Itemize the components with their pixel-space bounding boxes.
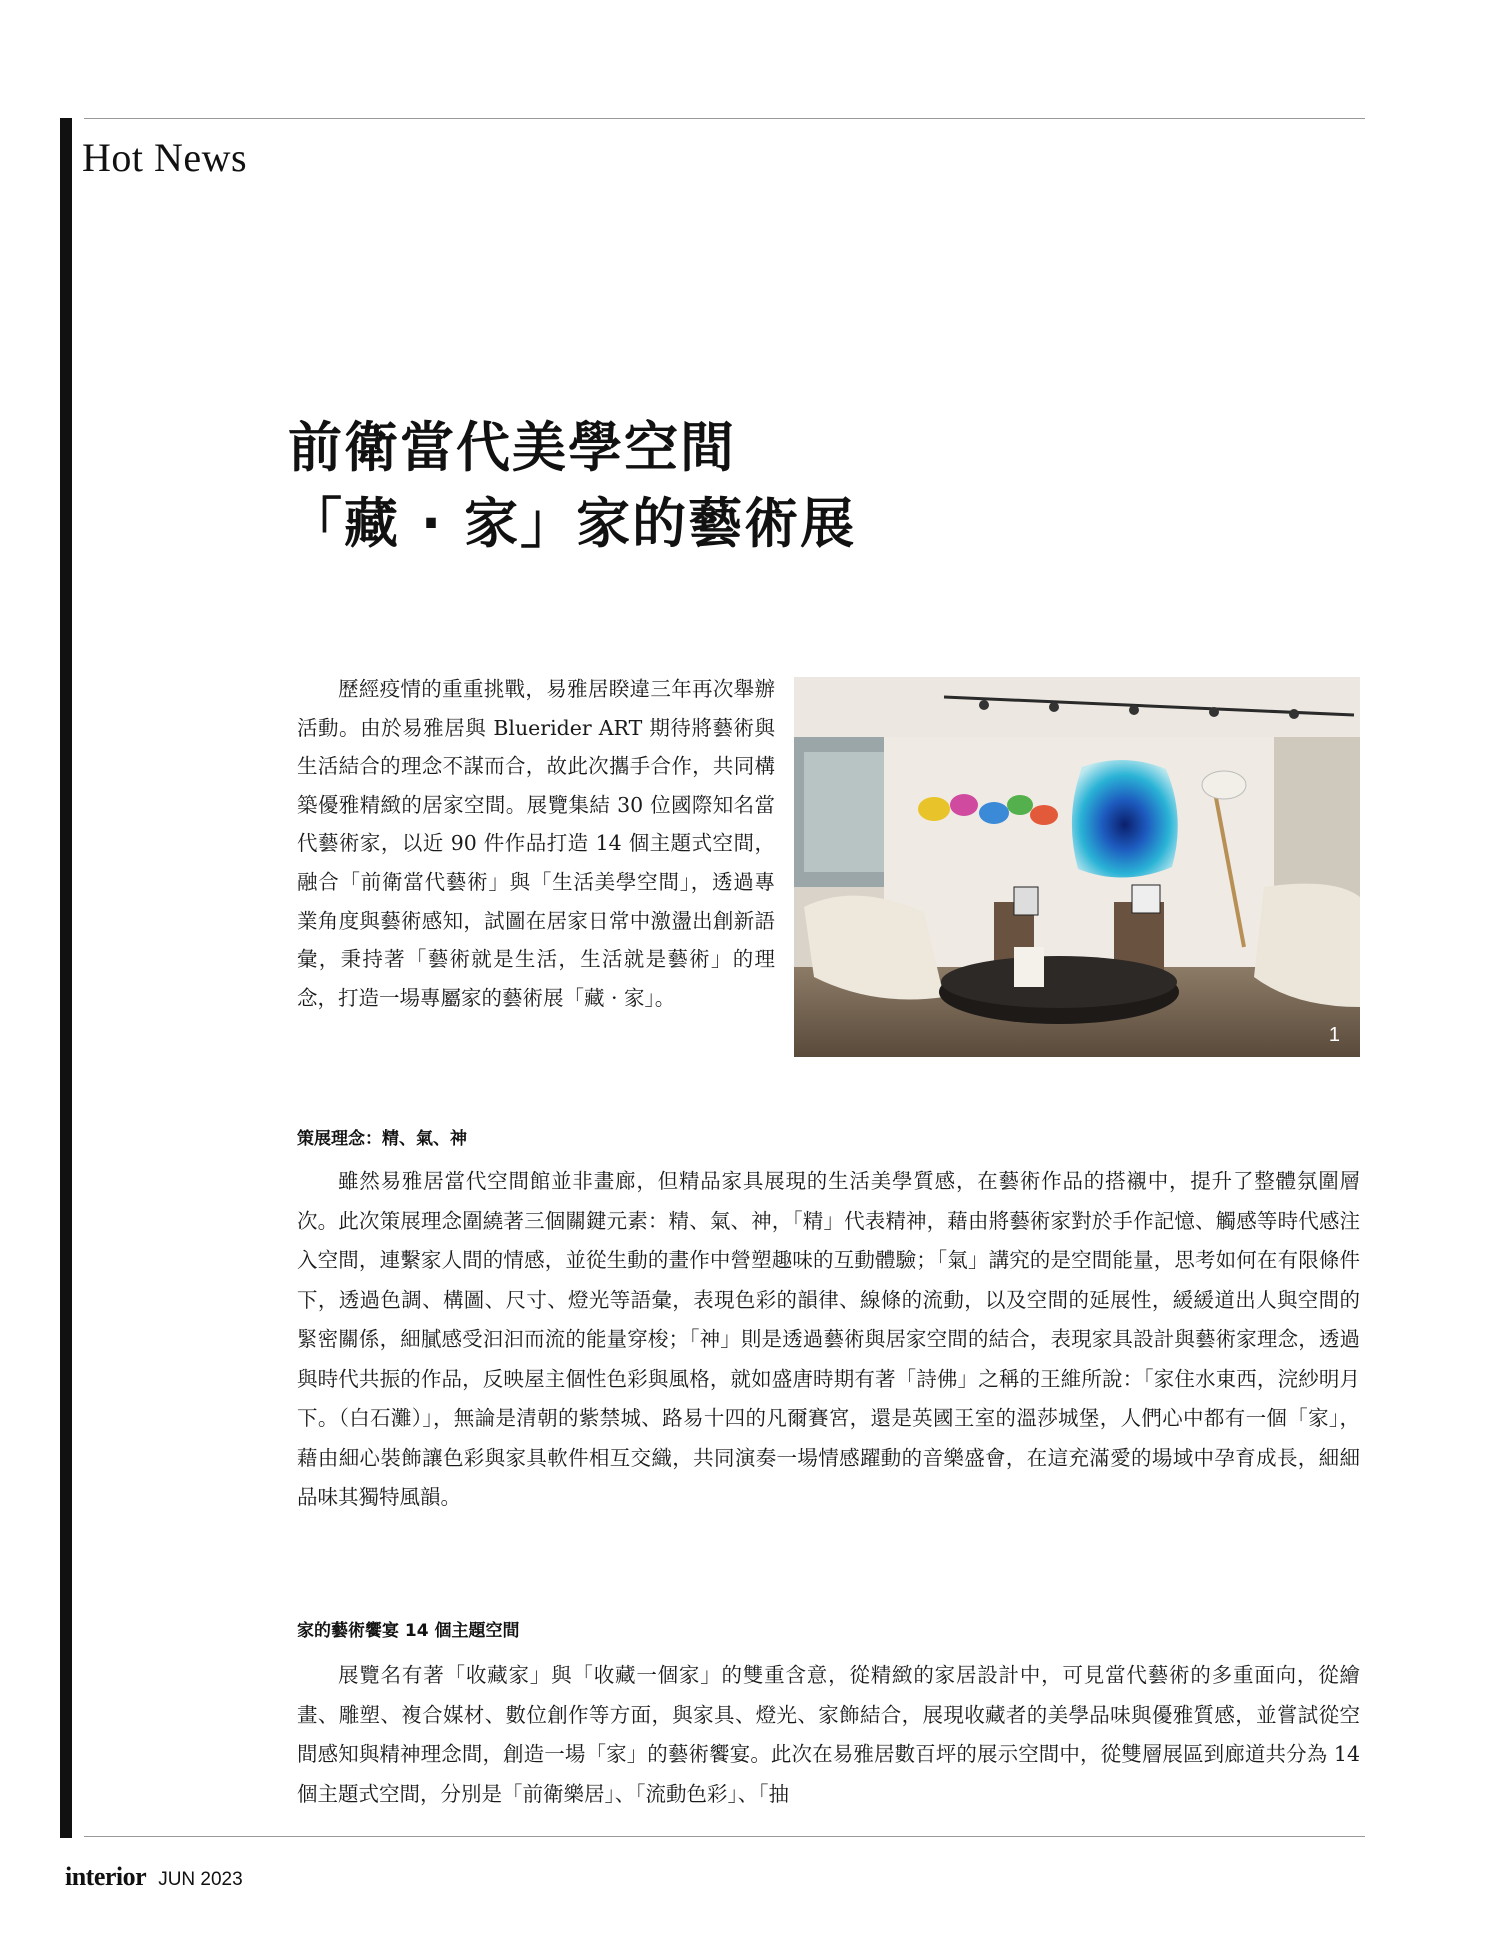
issue-date: JUN 2023 — [158, 1869, 243, 1890]
bottom-rule — [84, 1836, 1365, 1837]
intro-paragraph: 歷經疫情的重重挑戰，易雅居睽違三年再次舉辦活動。由於易雅居與 Bluerider ART 期待將藝術與生活結合的理念不謀而合，故此次攜手合作，共同構築優雅精緻的居家空間。展覽集結 30 位國際知名當代藝術家，以近 90 件作品打造 14 個主題式空間，融合「前衛當代藝術」與「生活美學空間」，透過專業角度與藝術感知，試圖在居家日常中激盪出創新語彙，秉持著「藝術就是生活，生活就是藝術」的理念，打造一場專屬家的藝術展「藏 · 家」。 — [297, 677, 775, 1010]
section-label: Hot News — [82, 135, 248, 180]
top-rule — [84, 118, 1365, 119]
section-body-curatorial: 雖然易雅居當代空間館並非畫廊，但精品家具展現的生活美學質感，在藝術作品的搭襯中，提升了整體氛圍層次。此次策展理念圍繞著三個關鍵元素：精、氣、神，「精」代表精神，藉由將藝術家對於手作記憶、觸感等時代感注入空間，連繫家人間的情感，並從生動的畫作中營塑趣味的互動體驗；「氣」講究的是空間能量，思考如何在有限條件下，透過色調、構圖、尺寸、燈光等語彙，表現色彩的韻律、線條的流動，以及空間的延展性，緩緩道出人與空間的緊密關係，細膩感受汩汩而流的能量穿梭；「神」則是透過藝術與居家空間的結合，表現家具設計與藝術家理念，透過與時代共振的作品，反映屋主個性色彩與風格，就如盛唐時期有著「詩佛」之稱的王維所說：「家住水東西，浣紗明月下。（白石灘）」，無論是清朝的紫禁城、路易十四的凡爾賽宮，還是英國王室的溫莎城堡，人們心中都有一個「家」，藉由細心裝飾讓色彩與家具軟件相互交織，共同演奏一場情感躍動的音樂盛會，在這充滿愛的場域中孕育成長，細細品味其獨特風韻。 — [297, 1169, 1360, 1509]
section-body-themes: 展覽名有著「收藏家」與「收藏一個家」的雙重含意，從精緻的家居設計中，可見當代藝術的多重面向，從繪畫、雕塑、複合媒材、數位創作等方面，與家具、燈光、家飾結合，展現收藏者的美學品味與優雅質感，並嘗試從空間感知與精神理念間，創造一場「家」的藝術饗宴。此次在易雅居數百坪的展示空間中，從雙層展區到廊道共分為 14 個主題式空間，分別是「前衛樂居」、「流動色彩」、「抽 — [297, 1663, 1360, 1806]
title-line-1: 前衛當代美學空間 — [288, 416, 736, 479]
section-heading-themes: 家的藝術饗宴 14 個主題空間 — [297, 1621, 520, 1641]
article-title — [288, 410, 856, 562]
photo-number: 1 — [1328, 1024, 1340, 1046]
showroom-photo — [794, 677, 1360, 1057]
title-line-2: 「藏 · 家」家的藝術展 — [288, 492, 857, 555]
magazine-brand: interior — [65, 1862, 147, 1891]
section-heading-curatorial: 策展理念：精、氣、神 — [297, 1129, 467, 1149]
showroom-illustration — [794, 677, 1360, 1057]
page-footer — [65, 1862, 243, 1892]
left-accent-bar — [60, 118, 72, 1838]
